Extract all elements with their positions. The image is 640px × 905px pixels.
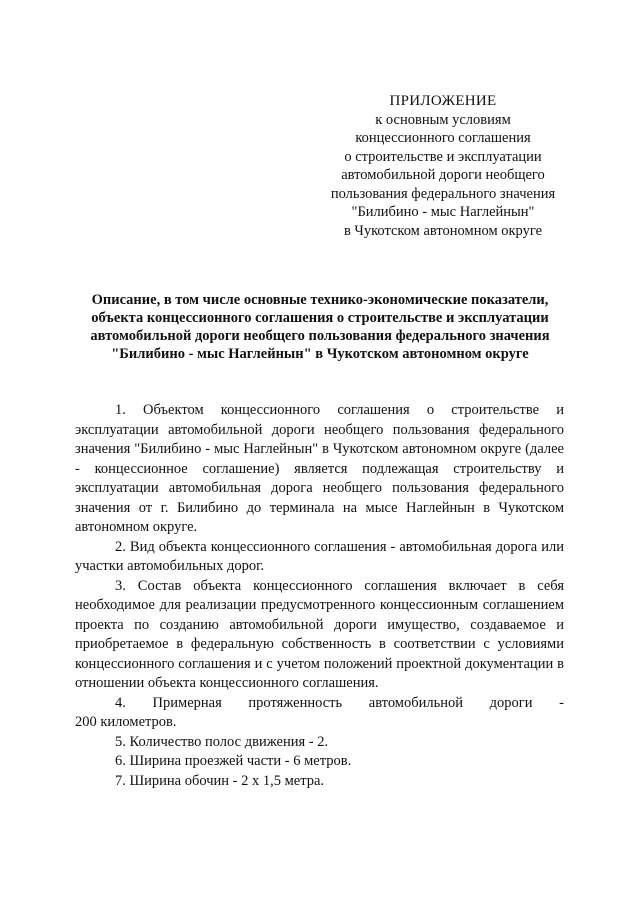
appendix-line: о строительстве и эксплуатации [344,148,542,165]
appendix-line: к основным условиям [375,111,511,128]
paragraph-item-7 [75,772,564,792]
paragraph-item-6 [75,752,564,772]
paragraph-text: 2. Вид объекта концессионного соглашения - автомобильная дорога или участки автомобильных дорог. [75,538,564,574]
document-heading [70,291,570,363]
paragraph-text: 4. Примерная протяженность автомобильной дороги - [115,694,564,711]
paragraph-item-5 [75,733,564,753]
appendix-line: "Билибино - мыс Наглейнын" [351,204,535,220]
appendix-line: автомобильной дороги необщего [341,167,545,183]
paragraph-item-1 [75,401,564,538]
paragraph-text: 6. Ширина проезжей части - 6 метров. [115,753,352,769]
paragraph-text: 1. Объектом концессионного соглашения о строительстве и эксплуатации автомобильной дороги необщего пользования федерального значения "Билибино - мыс Наглейнын" в Чукотском автономном округе (далее - концессионное соглашение) является подлежащая строительству и эксплуатации автомобильная дорога необщего пользования федерального значения от г. Билибино до терминала на мысе Наглейнын в Чукотском автономном округе. [75,402,564,535]
paragraph-text: 5. Количество полос движения - 2. [115,733,329,750]
heading-line: "Билибино - мыс Наглейнын" в Чукотском автономном округе [111,346,529,362]
appendix-line: концессионного соглашения [355,130,531,146]
paragraph-item-4-continuation: 200 километров. [75,714,177,730]
appendix-line: в Чукотском автономном округе [343,222,543,239]
heading-line: Описание, в том числе основные технико-экономические показатели, [91,292,549,308]
paragraph-item-4 [75,694,564,714]
document-body [75,401,564,791]
appendix-line: пользования федерального значения [330,185,556,202]
paragraph-item-3 [75,577,564,694]
heading-line: объекта концессионного соглашения о строительстве и эксплуатации [91,310,549,326]
paragraph-text: 7. Ширина обочин - 2 x 1,5 метра. [115,772,325,789]
heading-line: автомобильной дороги необщего пользования федерального значения [90,328,550,344]
paragraph-item-2 [75,538,564,577]
appendix-title: ПРИЛОЖЕНИЕ [389,93,497,109]
paragraph-text: 3. Состав объекта концессионного соглашения включает в себя необходимое для реализации предусмотренного концессионным соглашением проекта по созданию автомобильной дороги имущество, создаваемое и приобретаемое в федеральную собственность в соответствии с условиями концессионного соглашения и с учетом положений проектной документации в отношении объекта концессионного соглашения. [75,577,564,691]
appendix-block [300,92,586,240]
